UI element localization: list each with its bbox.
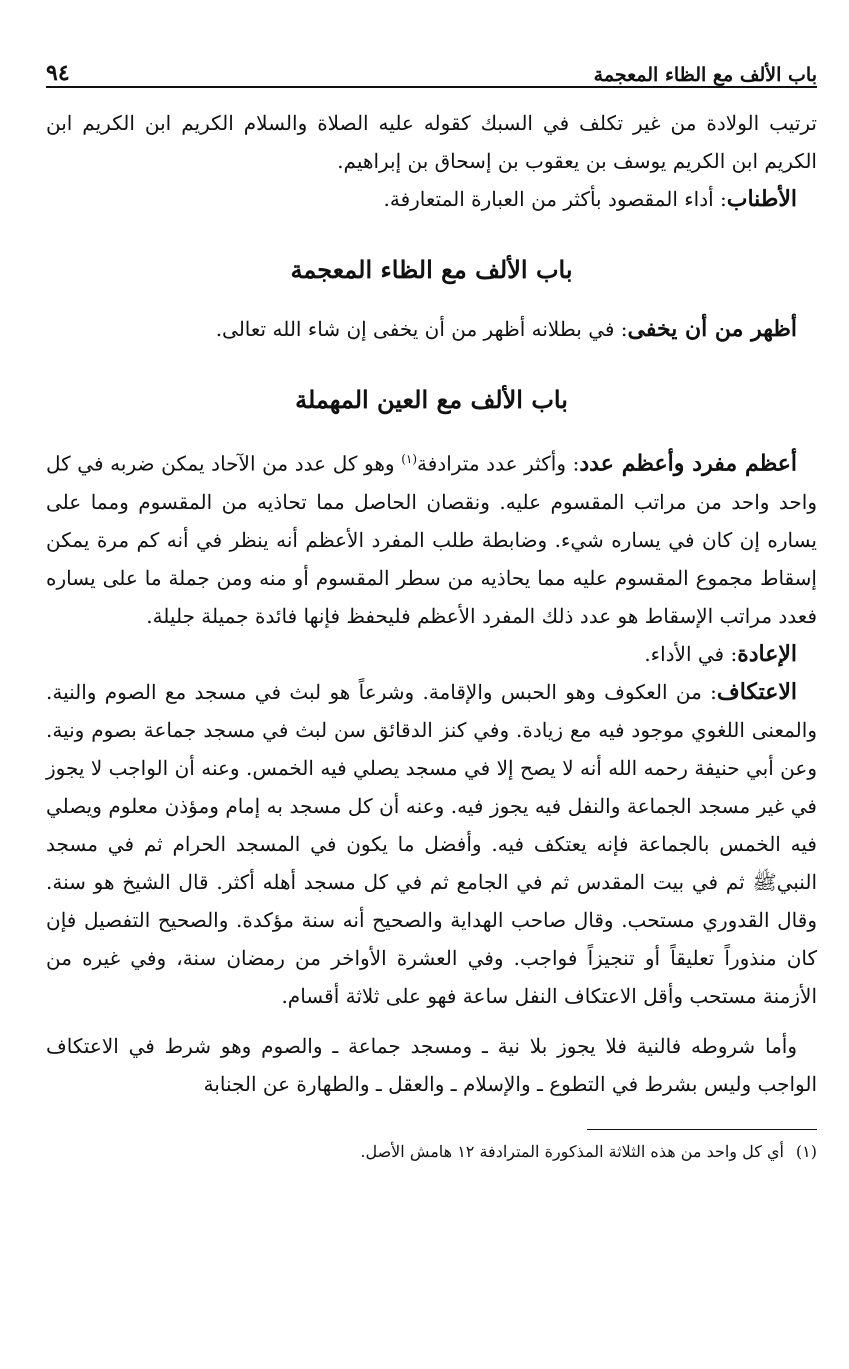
- entry-definition: : في بطلانه أظهر من أن يخفى إن شاء الله تعالى.: [215, 317, 628, 341]
- footnote-text: أي كل واحد من هذه الثلاثة المذكورة المترادفة ١٢ هامش الأصل.: [360, 1141, 784, 1161]
- page-number: ٩٤: [46, 60, 70, 86]
- book-page: [46, 46, 817, 1349]
- running-header: [46, 46, 817, 88]
- footnote-divider: [587, 1129, 817, 1130]
- paragraph-gap: [46, 1015, 817, 1027]
- entry-definition-continued: وهو كل عدد من الآحاد يمكن ضربه في كل واحد واحد من مراتب المقسوم عليه. ونقصان الحاصل مما تحاذيه من المقسوم ومما على يساره إن كان في يساره شيء. وضابطة طلب المفرد الأعظم أنه ينظر في أنه كم مرة يمكن إسقاط مجموع المقسوم عليه مما يحاذيه من سطر المقسوم أو منه ومن جملة ما على يساره فعدد مراتب الإسقاط هو عدد ذلك المفرد الأعظم فليحفظ فإنها فائدة جميلة جليلة.: [46, 451, 817, 628]
- entry-term: أظهر من أن يخفى: [627, 316, 797, 342]
- section-heading-zaa: باب الألف مع الظاء المعجمة: [290, 255, 573, 284]
- entry-term: الأطناب: [726, 186, 797, 212]
- entry-azhar: [46, 310, 817, 348]
- entry-term: الإعادة: [737, 640, 797, 667]
- entry-azam: [46, 440, 817, 635]
- entry-definition: : أداء المقصود بأكثر من العبارة المتعارفة.: [383, 187, 727, 211]
- entry-iada: [46, 635, 817, 673]
- page-body: [46, 104, 817, 1166]
- running-title: باب الألف مع الظاء المعجمة: [593, 64, 817, 86]
- entry-atnab: [46, 180, 817, 218]
- section-heading-ayn: باب الألف مع العين المهملة: [295, 385, 568, 414]
- entry-term: أعظم مفرد وأعظم عدد: [579, 450, 797, 477]
- entry-term: الاعتكاف: [716, 678, 797, 705]
- entry-definition: : في الأداء.: [644, 641, 738, 666]
- conditions-paragraph: وأما شروطه فالنية فلا يجوز بلا نية ـ ومسجد جماعة ـ والصوم وهو شرط في الاعتكاف الواجب وليس بشرط في التطوع ـ والإسلام ـ والعقل ـ والطهارة عن الجنابة: [46, 1033, 817, 1096]
- entry-definition: : من العكوف وهو الحبس والإقامة. وشرعاً هو لبث في مسجد مع الصوم والنية. والمعنى اللغوي موجود فيه مع زيادة. وفي كنز الدقائق سن لبث في مسجد جماعة بصوم ونية. وعن أبي حنيفة رحمه الله أنه لا يصح إلا في مسجد يصلي فيه الخمس. وعنه أن الواجب لا يجوز في غير مسجد الجماعة والنفل فيه يجوز فيه. وعنه أن كل مسجد به إمام ومؤذن معلوم ويصلي فيه الخمس بالجماعة فإنه يعتكف فيه. وأفضل ما يكون في المسجد الحرام ثم في مسجد النبيﷺ ثم في بيت المقدس ثم في الجامع ثم في كل مسجد أهله أكثر. قال الشيخ هو سنة. وقال القدوري مستحب. وقال صاحب الهداية والصحيح أنه سنة مؤكدة. والصحيح التفصيل فإن كان منذوراً تعليقاً أو تنجيزاً فواجب. وفي العشرة الأواخر من رمضان سنة، وفي غيره من الأزمنة مستحب وأقل الاعتكاف النفل ساعة فهو على ثلاثة أقسام.: [46, 679, 817, 1008]
- footnote: [46, 1138, 817, 1166]
- intro-paragraph: ترتيب الولادة من غير تكلف في السبك كقوله عليه الصلاة والسلام الكريم ابن الكريم ابن الكريم ابن الكريم يوسف بن يعقوب بن إسحاق بن إبراهيم.: [46, 111, 817, 173]
- footnote-number: (١): [795, 1141, 817, 1161]
- entry-itikaf: [46, 673, 817, 1015]
- footnote-marker[interactable]: (١): [401, 452, 418, 466]
- entry-definition: : وأكثر عدد مترادفة: [417, 451, 580, 476]
